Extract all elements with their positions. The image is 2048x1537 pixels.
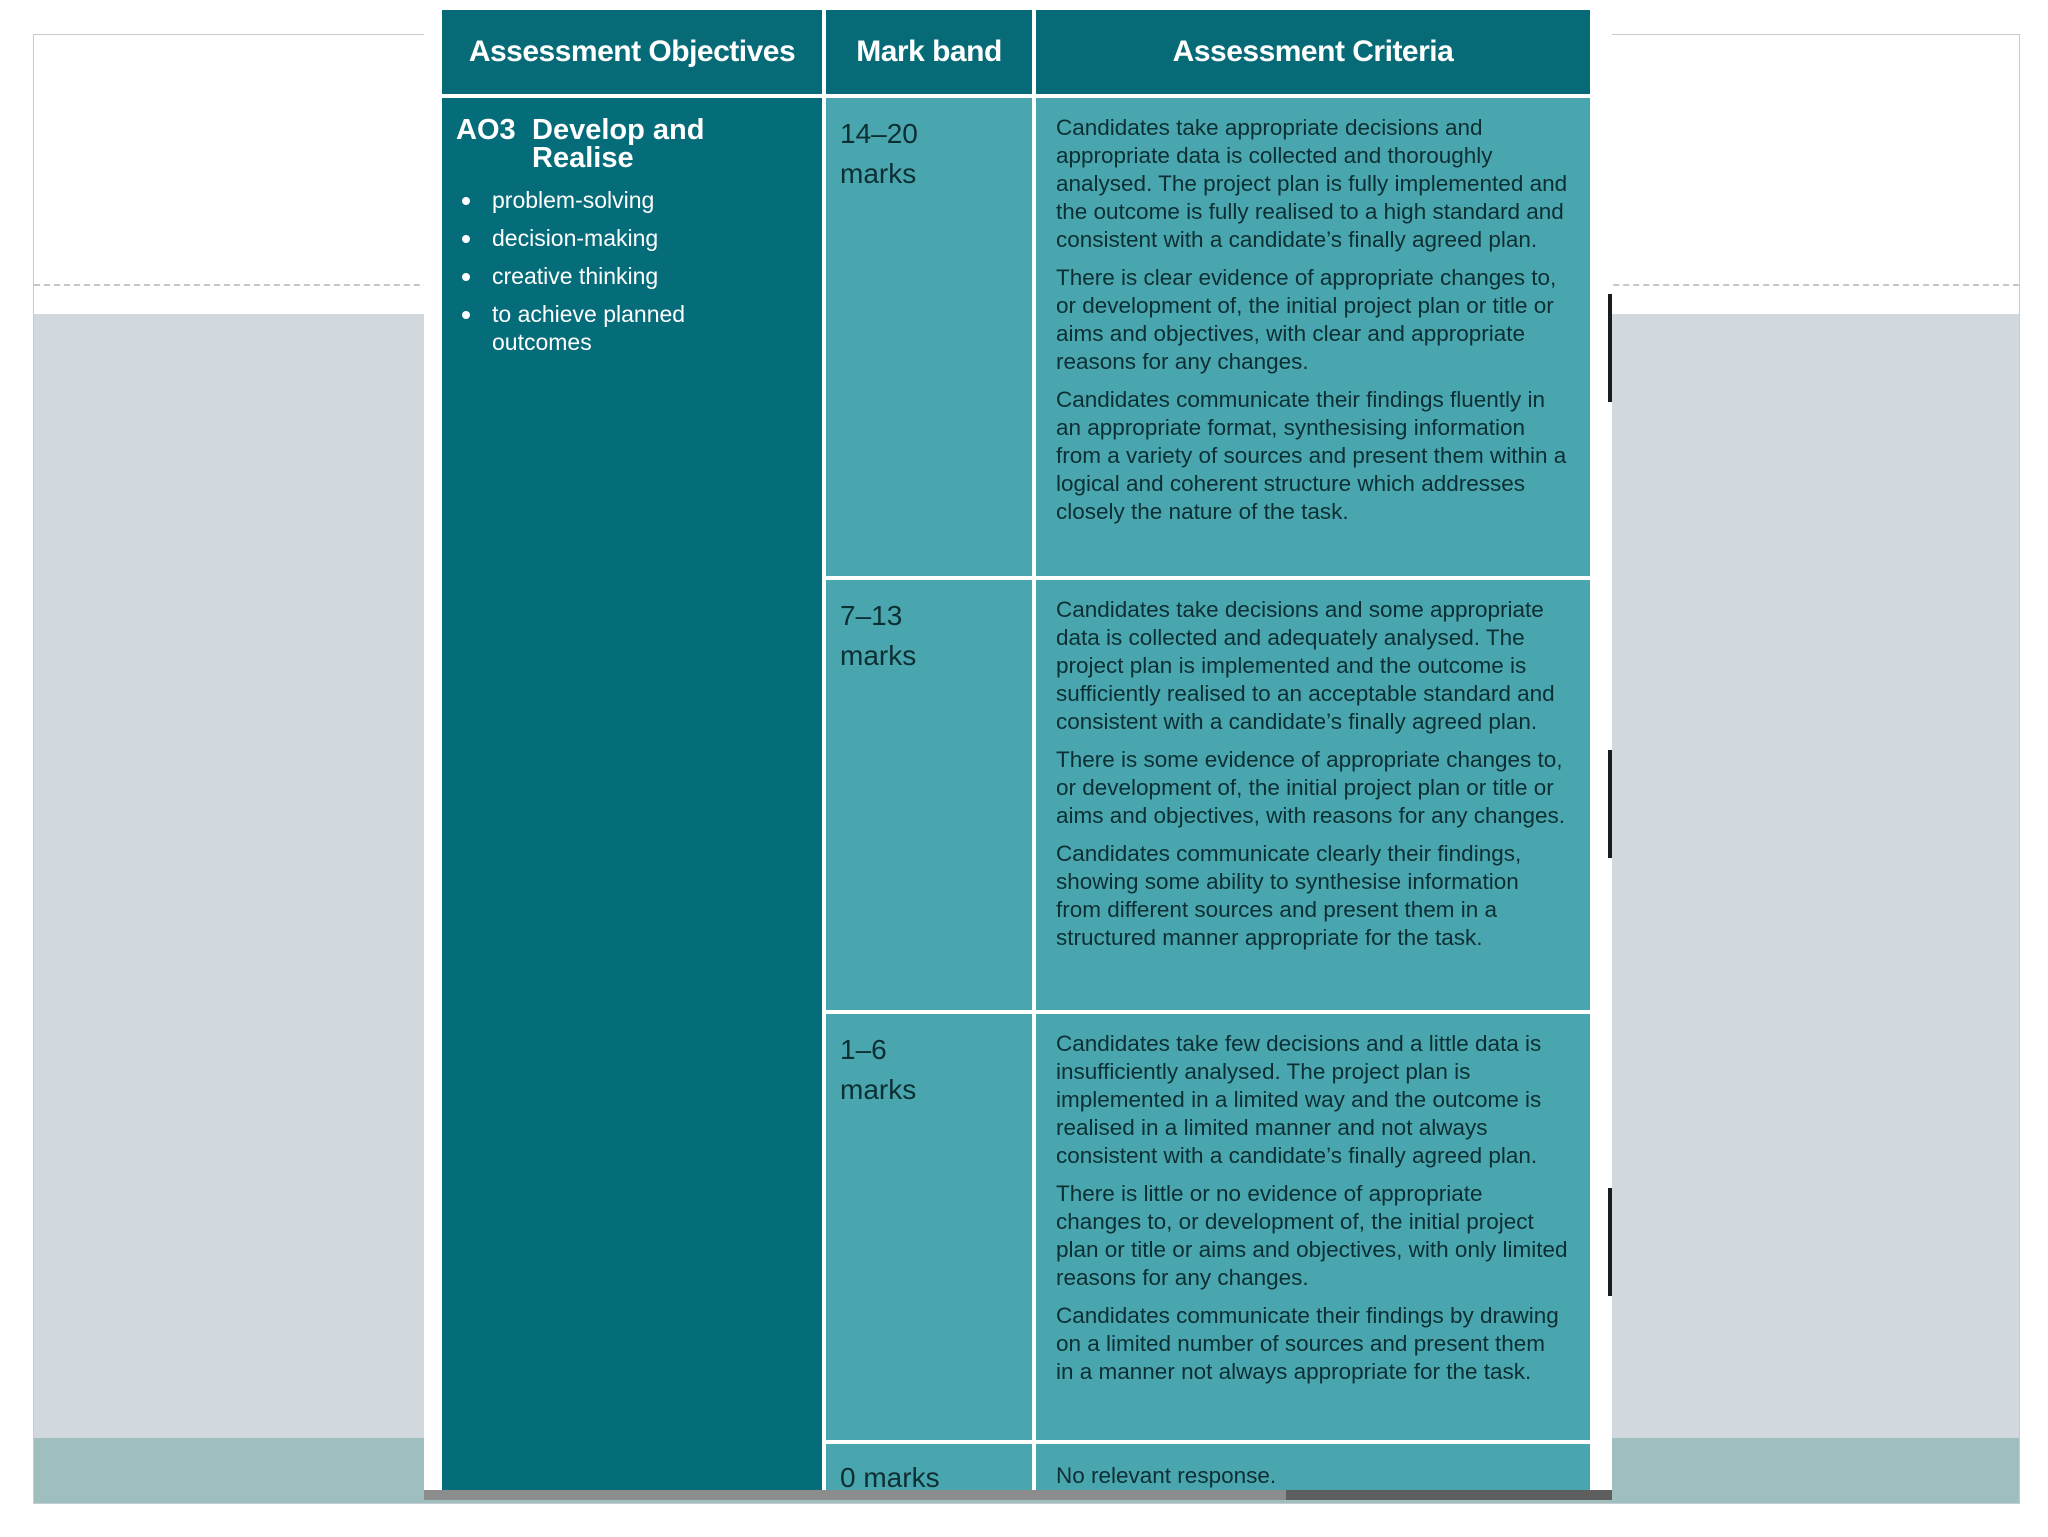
- criteria-paragraph: No relevant response.: [1056, 1463, 1277, 1488]
- criteria-paragraph: Candidates communicate their findings by drawing on a limited number of sources and present them in a manner not always appropriate for the task.: [1056, 1303, 1559, 1384]
- criteria-paragraph: Candidates take appropriate decisions and appropriate data is collected and thoroughly analysed. The project plan is fully implemented and the outcome is fully realised to a high standard and consistent with a candidate’s finally agreed plan.: [1056, 115, 1568, 252]
- criteria-paragraph: There is little or no evidence of appropriate changes to, or development of, the initial project plan or title or aims and objectives, with only limited reasons for any changes.: [1056, 1181, 1568, 1290]
- list-item: decision-making: [456, 224, 786, 252]
- assessment-table: [442, 10, 1590, 1490]
- horizontal-scrollbar[interactable]: [424, 1490, 1612, 1500]
- criteria-paragraph: Candidates take few decisions and a little data is insufficiently analysed. The project plan is implemented in a limited way and the outcome is realised in a limited manner and not always consistent with a candidate’s finally agreed plan.: [1056, 1031, 1542, 1168]
- objective-bullets: [456, 186, 786, 366]
- objective-name: Develop and Realise: [532, 114, 705, 174]
- mark-band-cell: [826, 1444, 1032, 1490]
- edge-marker: [1608, 1188, 1612, 1296]
- mark-band-label: [840, 114, 918, 194]
- criteria-cell: [1036, 580, 1590, 1010]
- criteria-cell: [1036, 98, 1590, 576]
- criteria-paragraph: Candidates communicate clearly their findings, showing some ability to synthesise information from different sources and present them in a structured manner appropriate for the task.: [1056, 841, 1522, 950]
- mark-band-unit: marks: [840, 640, 917, 671]
- mark-band-unit: marks: [840, 158, 917, 189]
- list-item: to achieve planned outcomes: [456, 300, 786, 356]
- header-assessment-criteria: Assessment Criteria: [1036, 10, 1590, 94]
- mark-band-label: 0 marks: [840, 1462, 940, 1490]
- scrollbar-thumb[interactable]: [424, 1490, 1286, 1500]
- mark-band-unit: marks: [840, 1074, 917, 1105]
- edge-marker: [1608, 294, 1612, 402]
- criteria-cell: [1036, 1014, 1590, 1440]
- mark-band-range: 1–6: [840, 1034, 887, 1065]
- objective-cell: [442, 98, 822, 1490]
- document-image: [424, 0, 1612, 1490]
- mark-band-label: [840, 1030, 916, 1110]
- list-item: problem-solving: [456, 186, 786, 214]
- header-assessment-objectives: Assessment Objectives: [442, 10, 822, 94]
- header-mark-band: Mark band: [826, 10, 1032, 94]
- objective-code: AO3: [456, 114, 516, 146]
- mark-band-range: 7–13: [840, 600, 903, 631]
- criteria-paragraph: There is some evidence of appropriate changes to, or development of, the initial project plan or title or aims and objectives, with reasons for any changes.: [1056, 747, 1566, 828]
- mark-band-cell: [826, 580, 1032, 1010]
- criteria-cell: [1036, 1444, 1590, 1490]
- mark-band-cell: [826, 98, 1032, 576]
- mark-band-label: [840, 596, 916, 676]
- criteria-paragraph: There is clear evidence of appropriate changes to, or development of, the initial project plan or title or aims and objectives, with clear and appropriate reasons for any changes.: [1056, 265, 1557, 374]
- objective-title: [456, 116, 732, 172]
- edge-marker: [1608, 750, 1612, 858]
- criteria-paragraph: Candidates communicate their findings fluently in an appropriate format, synthesising information from a variety of sources and present them within a logical and coherent structure which addresses closely the nature of the task.: [1056, 387, 1567, 524]
- scrollbar-end: [1286, 1490, 1612, 1500]
- mark-band-range: 14–20: [840, 118, 918, 149]
- criteria-paragraph: Candidates take decisions and some appropriate data is collected and adequately analysed. The project plan is implemented and the outcome is sufficiently realised to an acceptable standard and consistent with a candidate’s finally agreed plan.: [1056, 597, 1555, 734]
- mark-band-cell: [826, 1014, 1032, 1440]
- list-item: creative thinking: [456, 262, 786, 290]
